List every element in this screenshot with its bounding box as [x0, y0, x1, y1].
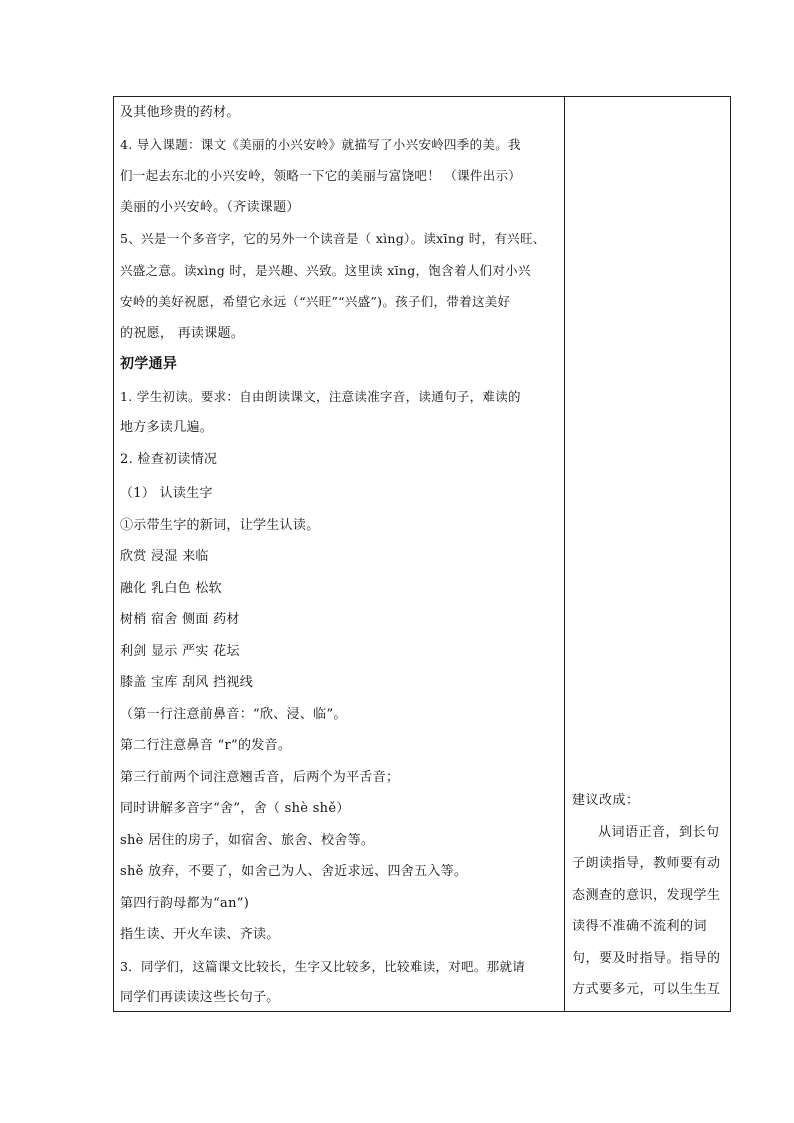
- text-line: 美丽的小兴安岭。（齐读课题）: [120, 199, 300, 215]
- text-line: 同学们再读读这些长句子。: [120, 990, 280, 1005]
- vocab-line: 欣赏 浸湿 来临: [120, 549, 209, 564]
- text-line: 安岭的美好祝愿，希望它永远（“兴旺”“兴盛”)。孩子们，带着这美好: [120, 294, 511, 309]
- text-line: 地方多读几遍。: [120, 420, 214, 435]
- teaching-process-column: [120, 97, 560, 1014]
- text-line: 2. 检查初读情况: [120, 451, 218, 467]
- text-line: 5、兴是一个多音字，它的另外一个读音是（ xìng）。读xīng 时，有兴旺、: [120, 231, 546, 246]
- text-line: ①示带生字的新词，让学生认读。: [120, 517, 320, 533]
- text-line: 4. 导入课题：课文《美丽的小兴安岭》就描写了小兴安岭四季的美。我: [120, 136, 521, 152]
- vocab-line: 膝盖 宝库 刮风 挡视线: [120, 675, 253, 690]
- text-line: （1） 认读生字: [120, 486, 213, 501]
- text-line: 及其他珍贵的药材。: [120, 105, 240, 120]
- note-line: 从词语正音，到长句: [598, 824, 720, 840]
- vocab-line: 利剑 显示 严实 花坛: [120, 643, 240, 659]
- text-line: 的祝愿， 再读课题。: [120, 325, 245, 341]
- revision-notes-column: [572, 785, 728, 1006]
- text-line: 们一起去东北的小兴安岭，领略一下它的美丽与富饶吧！ （课件出示）: [120, 168, 522, 183]
- text-line: 第四行韵母都为“an”): [120, 895, 250, 911]
- note-line: 方式要多元，可以生生互: [572, 982, 721, 997]
- text-line: 3．同学们，这篇课文比较长，生字又比较多，比较难读，对吧。那就请: [120, 958, 526, 974]
- text-line: 第三行前两个词注意翘舌音，后两个为平舌音；: [120, 769, 400, 785]
- text-line: 第二行注意鼻音 “r”的发音。: [120, 738, 292, 753]
- text-line: 兴盛之意。读xìng 时，是兴趣、兴致。这里读 xīng，饱含着人们对小兴: [120, 262, 531, 278]
- note-line: 句，要及时指导。指导的: [572, 950, 721, 966]
- text-line: 1. 学生初读。要求：自由朗读课文，注意读准字音，读通句子，难读的: [120, 388, 521, 404]
- note-line: 子朗读指导，教师要有动: [572, 856, 721, 871]
- column-divider: [564, 97, 565, 1011]
- text-line: shè 居住的房子，如宿舍、旅舍、校舍等。: [120, 832, 375, 848]
- note-line: 读得不准确不流利的词: [572, 919, 708, 934]
- vocab-line: 树梢 宿舍 侧面 药材: [120, 612, 240, 627]
- text-line: （第一行注意前鼻音：“欣、浸、临”。: [120, 706, 347, 722]
- text-line: shě 放弃，不要了，如舍己为人、舍近求远、四舍五入等。: [120, 864, 468, 879]
- lesson-plan-table: [113, 96, 731, 1012]
- text-line: 指生读、开火车读、齐读。: [120, 927, 280, 942]
- text-line: 同时讲解多音字“舍”，舍（ shè shě）: [120, 801, 350, 816]
- vocab-line: 融化 乳白色 松软: [120, 580, 222, 596]
- note-line: 态测查的意识，发现学生: [572, 887, 721, 903]
- section-heading: 初学通异: [120, 356, 178, 372]
- note-line: 建议改成：: [572, 793, 640, 808]
